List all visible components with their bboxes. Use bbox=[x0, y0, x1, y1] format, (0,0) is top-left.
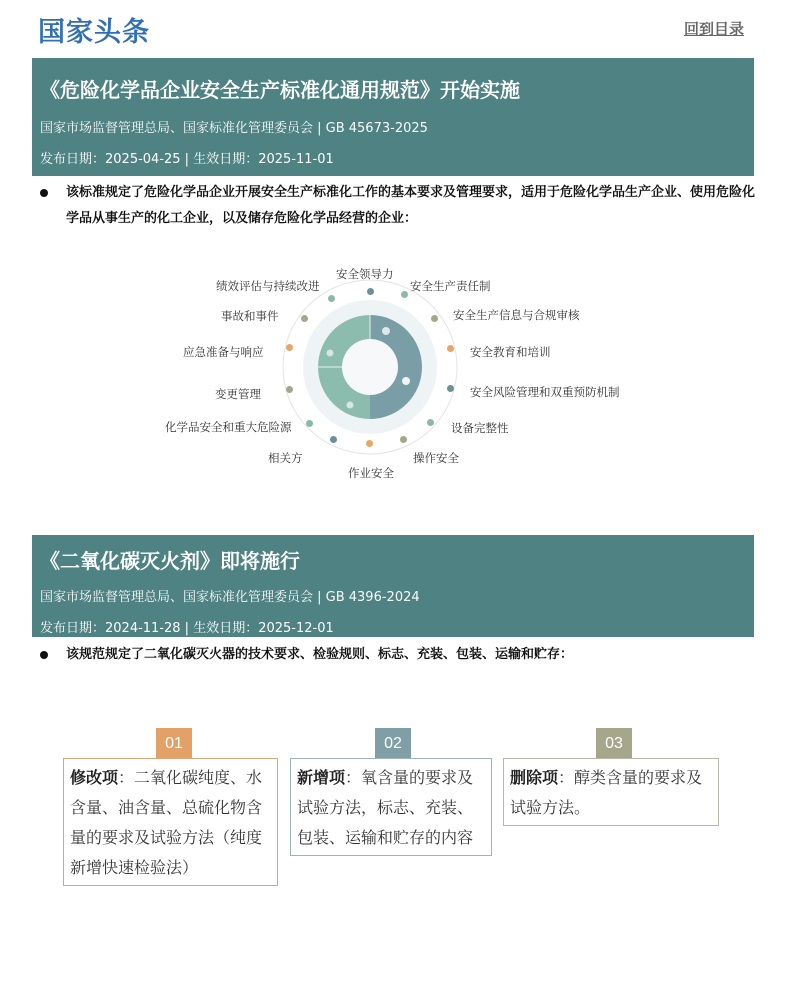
card-number-03: 03 bbox=[596, 728, 632, 758]
diagram-point bbox=[447, 385, 454, 392]
diagram-label: 安全教育和培训 bbox=[470, 345, 551, 359]
card-title: 新增项 bbox=[297, 768, 346, 787]
card-number-01: 01 bbox=[156, 728, 192, 758]
card-modified bbox=[63, 758, 278, 886]
bullet-icon bbox=[40, 651, 48, 659]
diagram-label: 安全生产信息与合规审核 bbox=[453, 308, 580, 322]
news-dates: 发布日期：2024-11-28 | 生效日期：2025-12-01 bbox=[40, 621, 334, 636]
card-removed bbox=[503, 758, 719, 826]
card-number-02: 02 bbox=[375, 728, 411, 758]
bullet-icon bbox=[40, 189, 48, 197]
back-to-contents-link[interactable]: 回到目录 bbox=[684, 20, 745, 38]
news-headline: 《危险化学品企业安全生产标准化通用规范》开始实施 bbox=[40, 78, 520, 102]
news-issuer: 国家市场监督管理总局、国家标准化管理委员会 | GB 45673-2025 bbox=[40, 121, 428, 136]
diagram-label: 变更管理 bbox=[215, 387, 261, 401]
diagram-point bbox=[431, 315, 438, 322]
diagram-point bbox=[447, 345, 454, 352]
diagram-label: 事故和事件 bbox=[221, 309, 279, 323]
diagram-point bbox=[401, 291, 408, 298]
card-text: ：二氧化碳纯度、水含量、油含量、总硫化物含量的要求及试验方法（纯度新增快速检验法） bbox=[70, 768, 263, 877]
diagram-label: 设备完整性 bbox=[451, 421, 509, 435]
card-text: ：氧含量的要求及试验方法，标志、充装、包装、运输和贮存的内容 bbox=[297, 768, 474, 847]
diagram-point bbox=[427, 419, 434, 426]
diagram-label: 安全生产责任制 bbox=[410, 279, 491, 293]
news-summary-2: 该规范规定了二氧化碳灭火器的技术要求、检验规则、标志、充装、包装、运输和贮存： bbox=[38, 642, 758, 668]
diagram-point bbox=[367, 288, 374, 295]
diagram-label: 化学品安全和重大危险源 bbox=[165, 420, 292, 434]
diagram-label: 作业安全 bbox=[348, 466, 394, 480]
diagram-label: 相关方 bbox=[268, 451, 303, 465]
news-summary-1: 该标准规定了危险化学品企业开展安全生产标准化工作的基本要求及管理要求，适用于危险化学品生产企业、使用危险化学品从事生产的化工企业，以及储存危险化学品经营的企业： bbox=[38, 180, 758, 232]
diagram-point bbox=[301, 315, 308, 322]
diagram-label: 安全风险管理和双重预防机制 bbox=[470, 385, 620, 399]
diagram-point bbox=[306, 420, 313, 427]
diagram-point bbox=[330, 436, 337, 443]
diagram-label: 应急准备与响应 bbox=[183, 345, 264, 359]
news-header-2 bbox=[32, 535, 754, 637]
news-header-1 bbox=[32, 58, 754, 176]
card-title: 修改项 bbox=[70, 768, 119, 787]
diagram-point bbox=[286, 344, 293, 351]
card-text: ：醇类含量的要求及试验方法。 bbox=[510, 768, 703, 817]
page-title: 国家头条 bbox=[38, 17, 150, 48]
diagram-point bbox=[286, 386, 293, 393]
news-issuer: 国家市场监督管理总局、国家标准化管理委员会 | GB 4396-2024 bbox=[40, 590, 420, 605]
diagram-label: 安全领导力 bbox=[336, 267, 394, 281]
card-added bbox=[290, 758, 492, 856]
card-title: 删除项 bbox=[510, 768, 559, 787]
diagram-point bbox=[366, 440, 373, 447]
diagram-label: 操作安全 bbox=[413, 451, 459, 465]
diagram-label: 绩效评估与持续改进 bbox=[216, 279, 320, 293]
diagram-point bbox=[400, 436, 407, 443]
news-headline: 《二氧化碳灭火剂》即将施行 bbox=[40, 549, 300, 573]
standard-elements-diagram bbox=[150, 255, 650, 495]
diagram-point bbox=[328, 295, 335, 302]
news-dates: 发布日期：2025-04-25 | 生效日期：2025-11-01 bbox=[40, 152, 334, 167]
